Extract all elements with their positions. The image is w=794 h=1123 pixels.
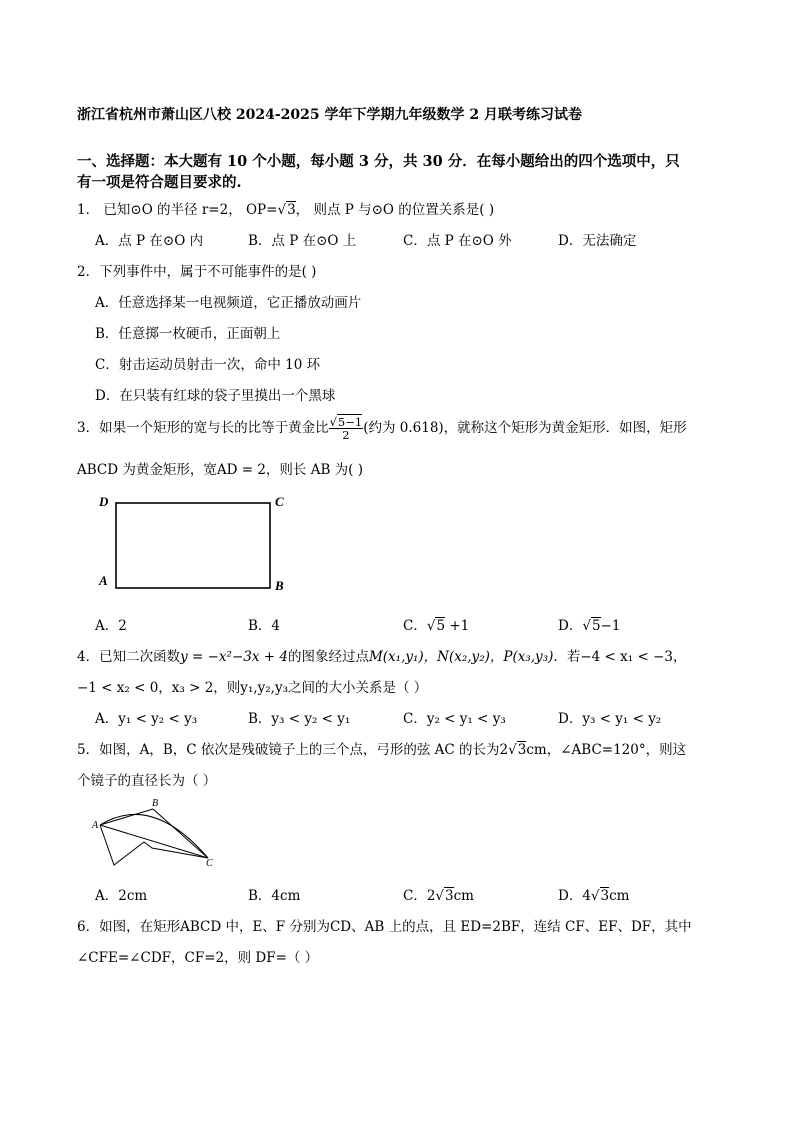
q3-option-b: B．4 [248,618,281,634]
question-1-stem [77,198,494,218]
q4-option-d: D．y₃ < y₁ < y₂ [558,711,662,727]
question-4-stem-line2: −1 < x₂ < 0，x₃ > 2，则y₁,y₂,y₃之间的大小关系是（ ） [77,680,428,696]
broken-edge [100,825,208,865]
question-2-stem: 2．下列事件中，属于不可能事件的是( ) [77,264,317,280]
q5-option-d: D．4√3cm [558,888,630,904]
q3-stem-a: 3．如果一个矩形的宽与长的比等于黄金比 [77,420,329,436]
q1-option-c: C．点 P 在⊙O 外 [403,233,512,249]
q1-option-d: D．无法确定 [558,233,637,249]
q3-option-c: C．√5 +1 [403,618,470,634]
q1-stem-a: 1． 已知⊙O 的半径 r=2， OP= [77,202,278,218]
question-6-stem: 6．如图，在矩形ABCD 中，E、F 分别为CD、AB 上的点，且 ED=2BF，连结 CF、EF、DF，其中 [77,919,692,935]
question-6-stem-line2: ∠CFE=∠CDF，CF=2，则 DF=（ ） [77,950,319,966]
question-3-stem-line2: ABCD 为黄金矩形，宽AD = 2，则长 AB 为( ) [77,462,363,478]
q2-option-a: A．任意选择某一电视频道，它正播放动画片 [95,295,362,311]
q5-option-c: C．2√3cm [403,888,474,904]
q5-option-b: B．4cm [248,888,301,904]
arc-ac [100,814,208,858]
q2-option-d: D．在只装有红球的袋子里摸出一个黑球 [95,388,336,404]
question-5-stem-line2: 个镜子的直径长为（ ） [77,773,217,789]
q3-option-d: D．√5−1 [558,618,621,634]
q1-option-a: A．点 P 在⊙O 内 [95,233,204,249]
label-a: A [92,820,99,831]
label-b: B [275,578,284,593]
label-d: D [99,494,109,509]
q4-points: M(x₁,y₁)，N(x₂,y₂)，P(x₃,y₃) [368,649,554,665]
question-3-stem [77,416,687,441]
q1-option-b: B．点 P 在⊙O 上 [248,233,357,249]
golden-rectangle-figure [95,490,315,593]
rectangle-abcd [116,503,270,588]
q2-option-b: B．任意掷一枚硬币，正面朝上 [95,326,281,342]
q4-option-c: C．y₂ < y₁ < y₃ [403,711,506,727]
q4-function: y = −x²−3x + 4 [180,649,288,665]
golden-ratio-fraction: $\frac{√5-1}{2}$ [329,415,363,442]
q5-option-a: A．2cm [95,888,148,904]
q4-option-b: B．y₃ < y₂ < y₁ [248,711,351,727]
broken-mirror-figure [92,798,222,868]
question-4-stem: 4．已知二次函数y = −x²−3x + 4的图象经过点M(x₁,y₁)，N(x₂,y₂)，P(x₃,y₃)．若−4 < x₁ < −3， [77,649,687,665]
q3-stem-b: (约为 0.618)，就称这个矩形为黄金矩形．如图，矩形 [363,420,687,436]
q2-option-c: C．射击运动员射击一次，命中 10 环 [95,357,321,373]
chord-ab [100,809,153,825]
exam-title: 浙江省杭州市萧山区八校 2024-2025 学年下学期九年级数学 2 月联考练习试卷 [77,107,582,123]
chord-bc [153,809,208,858]
q1-stem-b: ， 则点 P 与⊙O 的位置关系是( ) [295,202,495,218]
label-b: B [152,798,159,809]
section-heading-line1: 一、选择题：本大题有 10 个小题，每小题 3 分，共 30 分．在每小题给出的四个选项中，只 [77,153,680,170]
q3-option-a: A．2 [95,618,127,634]
q1-sqrt: √3 [277,202,296,218]
question-5-stem: 5．如图，A，B，C 依次是残破镜子上的三个点，弓形的弦 AC 的长为2√3cm，∠ABC=120°，则这 [77,742,687,758]
label-c: C [206,858,213,869]
label-a: A [99,573,108,588]
section-heading-line2: 有一项是符合题目要求的. [77,174,242,191]
label-c: C [275,494,284,509]
q4-option-a: A．y₁ < y₂ < y₃ [95,711,198,727]
